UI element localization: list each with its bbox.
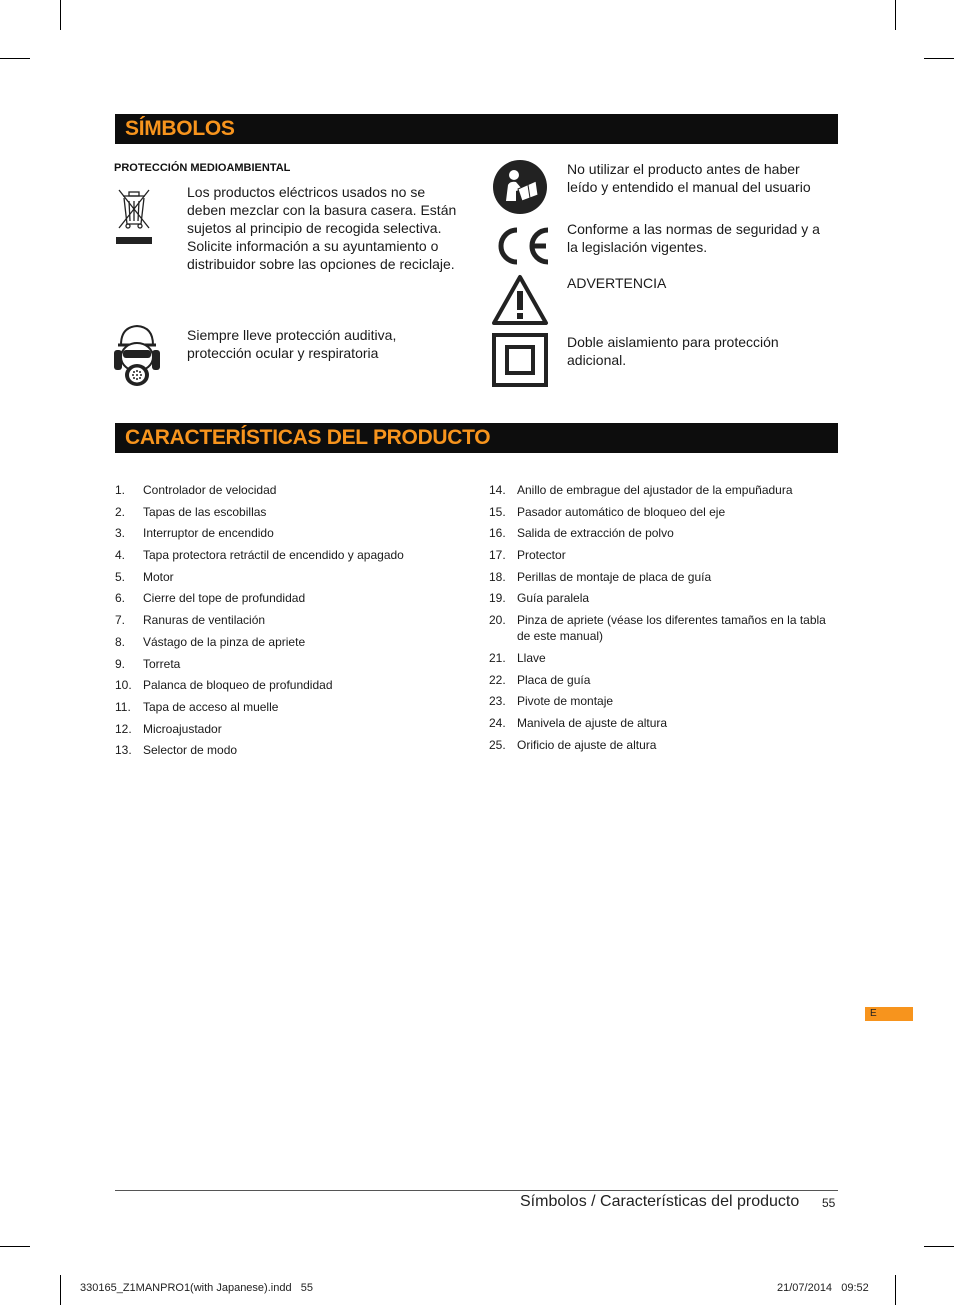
list-item (115, 742, 455, 758)
slug-file: 330165_Z1MANPRO1(with Japanese).indd 55 (80, 1282, 313, 1294)
list-item (489, 569, 839, 585)
item-label: Salida de extracción de polvo (517, 526, 674, 541)
item-label: Perillas de montaje de placa de guía (517, 569, 712, 584)
item-label: Motor (143, 569, 174, 584)
list-item (489, 504, 839, 520)
item-number: 5. (115, 569, 126, 584)
list-item (115, 590, 455, 606)
item-label: Pivote de montaje (517, 694, 614, 709)
item-number: 22. (489, 672, 506, 687)
crop-mark (924, 58, 954, 59)
ppe-text: Siempre lleve protección auditiva, protección ocular y respiratoria (187, 327, 397, 361)
list-item (115, 547, 455, 563)
item-number: 25. (489, 737, 506, 752)
list-item (489, 590, 839, 606)
features-list-right (489, 482, 839, 758)
item-number: 15. (489, 504, 506, 519)
item-number: 17. (489, 548, 506, 563)
list-item (489, 482, 839, 498)
double-insulation-text: Doble aislamiento para protección adicional. (567, 334, 779, 368)
item-label: Placa de guía (517, 672, 591, 687)
item-label: Selector de modo (143, 743, 238, 758)
read-manual-icon (492, 159, 548, 215)
list-item (489, 715, 839, 731)
item-number: 1. (115, 483, 126, 497)
list-item (489, 650, 839, 666)
item-number: 16. (489, 526, 506, 541)
list-item (489, 672, 839, 688)
item-label: Interruptor de encendido (143, 526, 274, 541)
warning-text: ADVERTENCIA (567, 275, 667, 291)
list-item (489, 525, 839, 541)
item-label: Llave (517, 650, 546, 665)
item-number: 19. (489, 591, 506, 606)
item-number: 9. (115, 656, 126, 671)
item-number: 11. (115, 699, 131, 714)
features-section-title: CARACTERÍSTICAS DEL PRODUCTO (115, 423, 838, 453)
ce-text: Conforme a las normas de seguridad y a la legislación vigentes. (567, 221, 820, 255)
list-item (489, 737, 839, 753)
item-label: Microajustador (143, 721, 222, 736)
list-item (115, 525, 455, 541)
item-label: Guía paralela (517, 591, 590, 606)
list-item (115, 569, 455, 585)
footer-rule (115, 1190, 838, 1191)
item-label: Ranuras de ventilación (143, 613, 266, 628)
item-label: Controlador de velocidad (143, 483, 277, 497)
crop-mark (60, 1275, 61, 1305)
slug-date: 21/07/2014 09:52 (777, 1282, 869, 1294)
warning-icon (491, 274, 549, 326)
item-number: 3. (115, 526, 126, 541)
list-item (115, 699, 455, 715)
item-label: Torreta (143, 656, 181, 671)
item-number: 14. (489, 483, 506, 497)
list-item (115, 612, 455, 628)
crop-mark (924, 1246, 954, 1247)
manual-text: No utilizar el producto antes de haber leído y entendido el manual del usuario (567, 161, 811, 195)
item-label: Protector (517, 548, 566, 563)
crop-mark (0, 58, 30, 59)
env-protection-heading: PROTECCIÓN MEDIOAMBIENTAL (114, 162, 291, 174)
list-item (489, 693, 839, 709)
item-label: Vástago de la pinza de apriete (143, 634, 306, 649)
ppe-icon (112, 323, 162, 389)
item-number: 20. (489, 613, 506, 628)
crop-mark (895, 1275, 896, 1305)
list-item (115, 721, 455, 737)
item-number: 21. (489, 650, 506, 665)
list-item (489, 612, 839, 644)
item-number: 12. (115, 721, 132, 736)
language-tab: E (865, 1007, 913, 1021)
item-label: Tapa protectora retráctil de encendido y apagado (143, 548, 404, 563)
item-label: Pinza de apriete (véase los diferentes tamaños en la tabla de este manual) (517, 613, 826, 644)
item-number: 18. (489, 569, 506, 584)
double-insulation-icon (492, 333, 548, 387)
item-label: Tapa de acceso al muelle (143, 699, 279, 714)
list-item (115, 677, 455, 693)
ce-mark-icon (490, 225, 552, 267)
list-item (115, 504, 455, 520)
crop-mark (0, 1246, 30, 1247)
crop-mark (895, 0, 896, 30)
footer-title: Símbolos / Características del producto (520, 1193, 800, 1210)
item-label: Palanca de bloqueo de profundidad (143, 678, 333, 693)
list-item (115, 634, 455, 650)
item-label: Cierre del tope de profundidad (143, 591, 306, 606)
item-number: 8. (115, 634, 126, 649)
item-number: 6. (115, 591, 126, 606)
crop-mark (60, 0, 61, 30)
item-number: 10. (115, 678, 132, 693)
item-number: 13. (115, 743, 132, 758)
page-number: 55 (822, 1196, 836, 1210)
item-label: Pasador automático de bloqueo del eje (517, 504, 726, 519)
item-label: Orificio de ajuste de altura (517, 737, 657, 752)
item-label: Anillo de embrague del ajustador de la empuñadura (517, 483, 793, 497)
env-protection-text: Los productos eléctricos usados no se deben mezclar con la basura casera. Están sujetos al principio de recogida selectiva. Solicite información a su ayuntamiento o distribuidor sobre las opciones de reciclaje. (187, 184, 457, 272)
symbols-section-title: SÍMBOLOS (115, 114, 838, 144)
list-item (115, 482, 455, 498)
features-list-left (115, 482, 455, 764)
wee-bin-icon (114, 186, 154, 248)
item-label: Tapas de las escobillas (143, 504, 267, 519)
item-number: 23. (489, 694, 506, 709)
list-item (115, 656, 455, 672)
item-number: 4. (115, 548, 126, 563)
list-item (489, 547, 839, 563)
item-number: 24. (489, 715, 506, 730)
item-number: 7. (115, 613, 126, 628)
item-label: Manivela de ajuste de altura (517, 715, 668, 730)
item-number: 2. (115, 504, 126, 519)
